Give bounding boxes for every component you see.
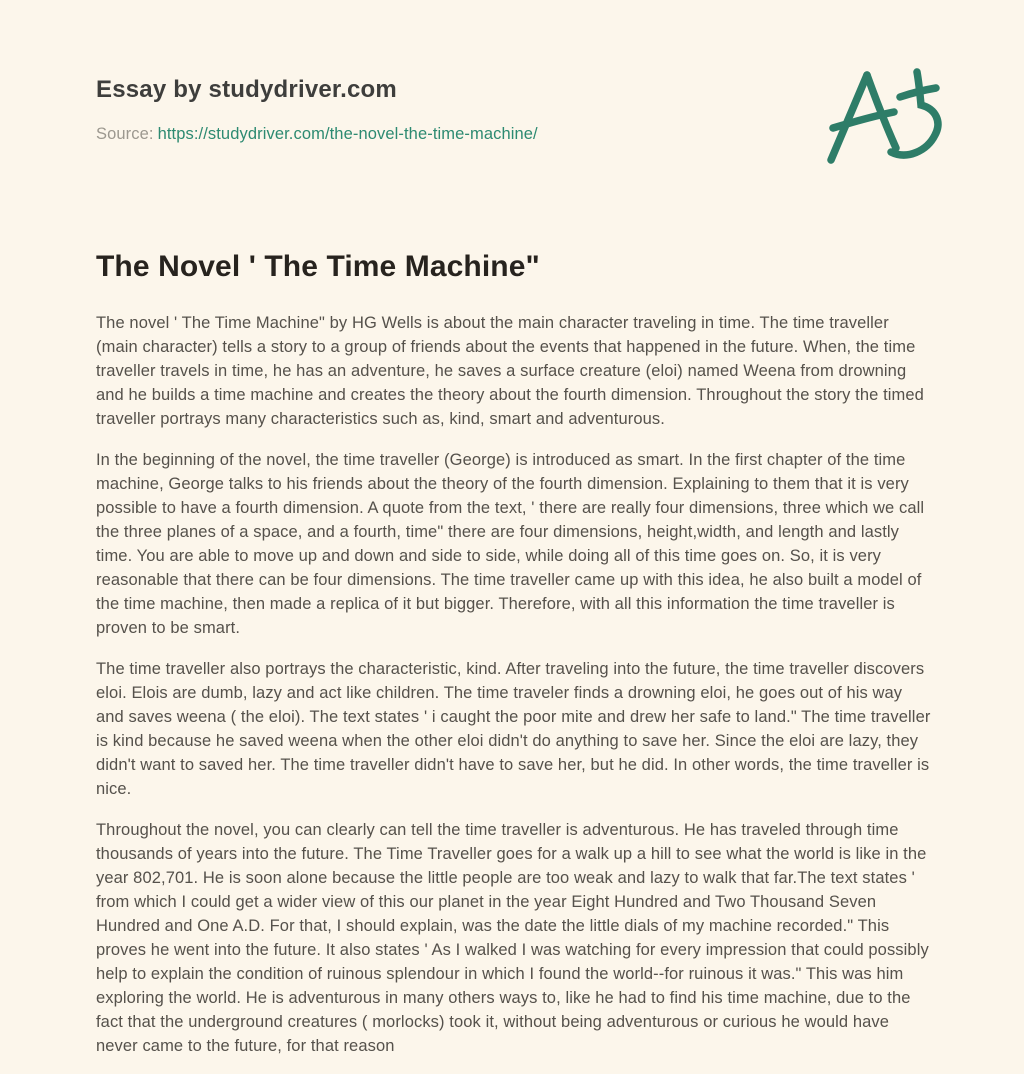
source-link[interactable]: https://studydriver.com/the-novel-the-time-machine/ (157, 125, 538, 143)
essay-paragraph-2: In the beginning of the novel, the time traveller (George) is introduced as smart. In the first chapter of the time machine, George talks to his friends about the theory of the fourth dimension. Explaining to them that it is very possible to have a fourth dimension. A quote from the text, ' there are really four dimensions, three which we call the three planes of a space, and a fourth, time" there are four dimensions, height,width, and length and lastly time. You are able to move up and down and side to side, while doing all of this time goes on. So, it is very reasonable that there can be four dimensions. The time traveller came up with this idea, he also built a model of the time machine, then made a replica of it but bigger. Therefore, with all this information the time traveller is proven to be smart. (96, 451, 925, 637)
byline: Essay by studydriver.com (96, 76, 397, 103)
essay-paragraph-1: The novel ' The Time Machine" by HG Wells is about the main character traveling in time. The time traveller (main character) tells a story to a group of friends about the events that happened in the future. When, the time traveller travels in time, he has an adventure, he saves a surface creature (eloi) named Weena from drowning and he builds a time machine and creates the theory about the fourth dimension. Throughout the story the timed traveller portrays many characteristics such as, kind, smart and adventurous. (96, 314, 924, 428)
source-line (96, 125, 538, 144)
a-plus-logo-icon (819, 64, 943, 166)
essay-body (96, 311, 933, 1074)
source-label: Source: (96, 125, 154, 143)
studydriver-logo (819, 64, 943, 166)
essay-paragraph-4: Throughout the novel, you can clearly can tell the time traveller is adventurous. He has traveled through time thousands of years into the future. The Time Traveller goes for a walk up a hill to see what the world is like in the year 802,701. He is soon alone because the little people are too weak and lazy to walk that far.The text states ' from which I could get a wider view of this our planet in the year Eight Hundred and Two Thousand Seven Hundred and One A.D. For that, I should explain, was the date the little dials of my machine recorded." This proves he went into the future. It also states ' As I walked I was watching for every impression that could possibly help to explain the condition of ruinous splendour in which I found the world--for ruinous it was." This was him exploring the world. He is adventurous in many others ways to, like he had to find his time machine, due to the fact that the underground creatures ( morlocks) took it, without being adventurous or curious he would have never came to the future, for that reason (96, 821, 929, 1055)
essay-paragraph-3: The time traveller also portrays the characteristic, kind. After traveling into the future, the time traveller discovers eloi. Elois are dumb, lazy and act like children. The time traveler finds a drowning eloi, he goes out of his way and saves weena ( the eloi). The text states ' i caught the poor mite and drew her safe to land." The time traveller is kind because he saved weena when the other eloi didn't do anything to save her. Since the eloi are lazy, they didn't want to saved her. The time traveller didn't have to save her, but he did. In other words, the time traveller is nice. (96, 660, 931, 798)
essay-title: The Novel ' The Time Machine" (96, 250, 540, 283)
